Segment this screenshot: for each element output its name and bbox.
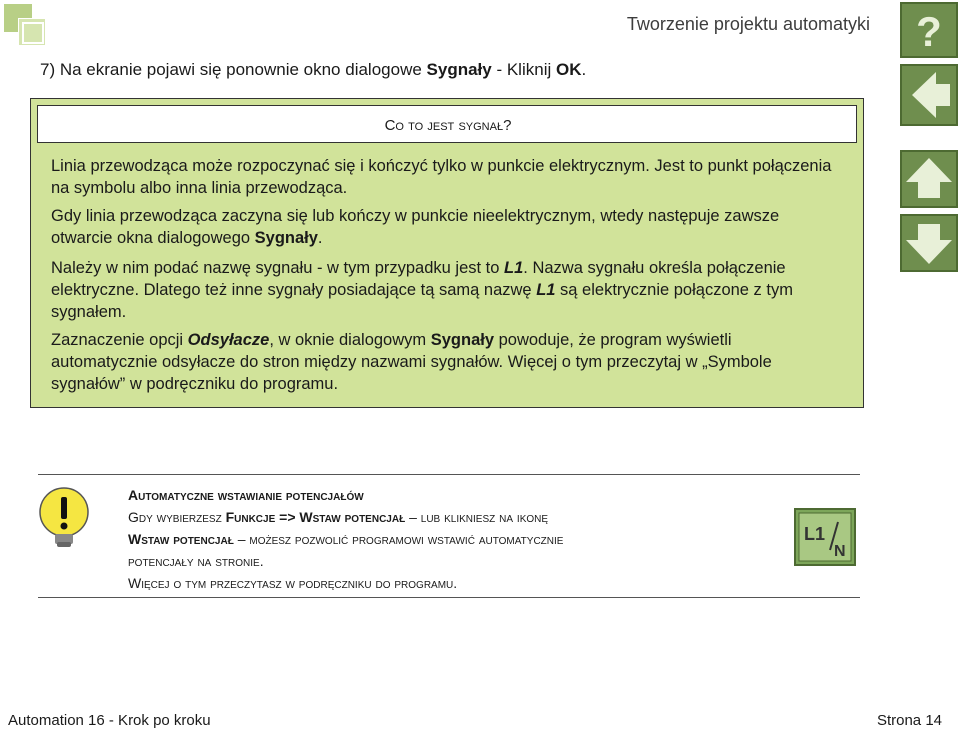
step-text-middle: - Kliknij (491, 60, 556, 79)
tip-text: – możesz pozwolić programowi wstawić automatycznie (233, 531, 564, 547)
insert-potential-icon (794, 508, 856, 566)
arrow-down-icon (902, 216, 956, 270)
info-text: . Nazwa sygnału określa połączenie elektryczne. Dlatego też inne sygnały posiadające tą samą nazwę (51, 259, 786, 299)
tip-title-text: Automatyczne wstawianie potencjałów (128, 487, 364, 503)
info-text: Należy w nim podać nazwę sygnału - w tym przypadku jest to (51, 259, 505, 277)
page-down-button[interactable] (900, 214, 958, 272)
tip-bottom-divider (38, 597, 860, 598)
info-paragraph-4 (51, 329, 841, 395)
info-paragraph-1: Linia przewodząca może rozpoczynać się i kończyć tylko w punkcie elektrycznym. Jest to punkt połączenia na symbolu albo inna linia przewodząca. (51, 157, 832, 197)
tip-text: – lub klikniesz na ikonę (405, 509, 549, 525)
svg-text:L1: L1 (804, 524, 826, 544)
tip-icon-name: Wstaw potencjał (128, 531, 234, 547)
help-button[interactable] (900, 2, 958, 58)
info-emphasis: L1 (504, 259, 524, 277)
step-instruction (40, 60, 586, 80)
info-emphasis: L1 (536, 281, 556, 299)
info-paragraph-3 (51, 257, 841, 323)
tip-text: Gdy wybierzesz (128, 509, 226, 525)
logo-square-outline (22, 22, 44, 44)
page-header-title: Tworzenie projektu automatyki (626, 14, 870, 34)
info-text: , w oknie dialogowym (269, 331, 431, 349)
info-box-header (37, 105, 857, 143)
tip-title (128, 484, 364, 506)
step-dialog-name: Sygnały (426, 60, 492, 79)
tip-line-1 (128, 506, 548, 528)
tip-top-divider (38, 474, 860, 475)
svg-text:N: N (834, 543, 846, 560)
info-text: Gdy linia przewodząca zaczyna się lub kończy w punkcie nieelektrycznym, wtedy następuje zawsze otwarcie okna dialogowego (51, 207, 780, 247)
info-text: są elektrycznie połączone z tym sygnałem. (51, 281, 793, 321)
step-ok: OK (555, 60, 582, 79)
tip-menu-path: Funkcje => Wstaw potencjał (225, 509, 406, 525)
info-emphasis: Sygnały (254, 229, 318, 247)
question-mark-icon (902, 4, 956, 56)
lightbulb-icon (36, 486, 92, 550)
svg-text:?: ? (916, 8, 942, 55)
page-up-button[interactable] (900, 150, 958, 208)
info-paragraph-2 (51, 205, 841, 249)
arrow-up-icon (902, 152, 956, 206)
info-box-title: Co to jest sygnał? (384, 117, 512, 134)
arrow-left-icon (902, 66, 956, 124)
tip-line-4: Więcej o tym przeczytasz w podręczniku do programu. (128, 575, 458, 591)
tip-line-2 (128, 528, 563, 550)
info-text: Zaznaczenie opcji (51, 331, 188, 349)
info-text: . (317, 229, 323, 247)
step-text-end: . (581, 60, 587, 79)
back-button[interactable] (900, 64, 958, 126)
l1n-glyph (796, 510, 854, 564)
info-emphasis: Odsyłacze (187, 331, 270, 349)
tip-line-3: potencjały na stronie. (128, 553, 264, 569)
footer-book-title: Automation 16 - Krok po kroku (8, 712, 211, 729)
info-box (30, 98, 864, 408)
step-text: 7) Na ekranie pojawi się ponownie okno dialogowe (40, 60, 427, 79)
footer-page-number: Strona 14 (876, 712, 942, 729)
info-text: powoduje, że program wyświetli automatycznie odsyłacze do stron między nazwami sygnałów. Więcej o tym przeczytaj w „Symbole sygnałów” w podręczniku do programu. (51, 331, 772, 393)
info-emphasis: Sygnały (430, 331, 495, 349)
